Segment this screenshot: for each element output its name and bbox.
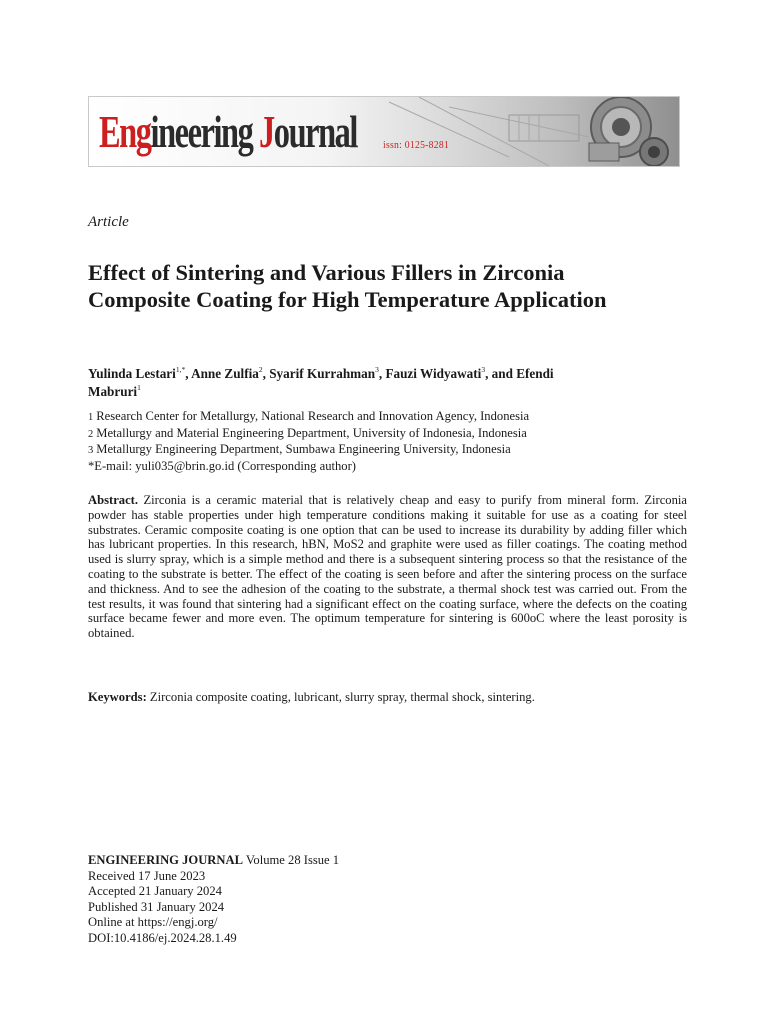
affiliation-list — [88, 409, 688, 474]
affiliation-item: 3 Metallurgy Engineering Department, Sumbawa Engineering University, Indonesia — [88, 442, 511, 456]
keywords-text: Zirconia composite coating, lubricant, slurry spray, thermal shock, sintering. — [149, 690, 535, 704]
publication-info — [88, 853, 488, 946]
journal-banner — [88, 96, 680, 167]
author-name: Fauzi Widyawati — [385, 366, 482, 381]
author-affiliation-mark: 3 — [481, 365, 486, 374]
author-name: Yulinda Lestari — [88, 366, 176, 381]
corresponding-email: *E-mail: yuli035@brin.go.id (Corresponding author) — [88, 458, 356, 473]
affiliation-item: 1 Research Center for Metallurgy, National Research and Innovation Agency, Indonesia — [88, 409, 530, 423]
doi-link[interactable]: DOI:10.4186/ej.2024.28.1.49 — [88, 930, 237, 945]
published-date: Published 31 January 2024 — [88, 899, 225, 914]
paper-title: Effect of Sintering and Various Fillers in Zirconia Composite Coating for High Temperature Application — [88, 260, 607, 312]
keywords-label: Keywords: — [88, 690, 147, 704]
abstract-text: Zirconia is a ceramic material that is relatively cheap and easy to purify from mineral form. Zirconia powder has stable properties under high temperature conditions making it suitable for use as a coating for steel substrates. Ceramic composite coating is one option that can be used to increase its durability by adding filler which has lubricant properties. In this research, hBN, MoS2 and graphite were used as filler coatings. The coating method used is slurry spray, which is a simple method and there is a subsequent sintering process so that the resistance of the coating to the substrate is better. The effect of the coating is seen before and after the sintering process on the surface and thickness. And to see the adhesion of the coating to the substrate, a thermal shock test was carried out. From the test results, it was found that sintering had a significant effect on the coating surface, where the defects on the coating surface became fewer and more even. The optimum temperature for sintering is 600oC where the least porosity is obtained. — [88, 493, 687, 641]
issn-label: issn: 0125-8281 — [383, 139, 450, 151]
journal-name: ENGINEERING JOURNAL — [88, 853, 243, 867]
journal-logo: Engineering Journal — [99, 107, 357, 157]
author-name: Efendi Mabruri — [88, 366, 554, 399]
author-affiliation-mark: 1 — [137, 383, 141, 392]
accepted-date: Accepted 21 January 2024 — [88, 884, 222, 898]
author-affiliation-mark: 1,* — [175, 365, 186, 374]
abstract-label: Abstract. — [88, 493, 139, 507]
affiliation-item: 2 Metallurgy and Material Engineering Department, University of Indonesia, Indonesia — [88, 425, 527, 440]
author-affiliation-mark: 3 — [375, 365, 379, 374]
volume-issue: Volume 28 Issue 1 — [245, 853, 340, 867]
abstract — [88, 493, 687, 641]
author-list: Yulinda Lestari$^{1,*}$, Anne Zulfia$^2$, Syarif Kurrahman$^3$, Fauzi Widyawati$^3$, and Efendi Mabruri$^1$ — [88, 365, 554, 399]
author-name: Anne Zulfia — [191, 366, 259, 381]
article-type: Article — [88, 214, 129, 230]
online-url[interactable]: Online at https://engj.org/ — [88, 915, 218, 929]
author-name: Syarif Kurrahman — [269, 366, 376, 381]
bearing-gear-icon — [589, 97, 668, 166]
keywords — [88, 690, 687, 705]
received-date: Received 17 June 2023 — [88, 868, 206, 883]
author-affiliation-mark: 2 — [258, 365, 263, 374]
